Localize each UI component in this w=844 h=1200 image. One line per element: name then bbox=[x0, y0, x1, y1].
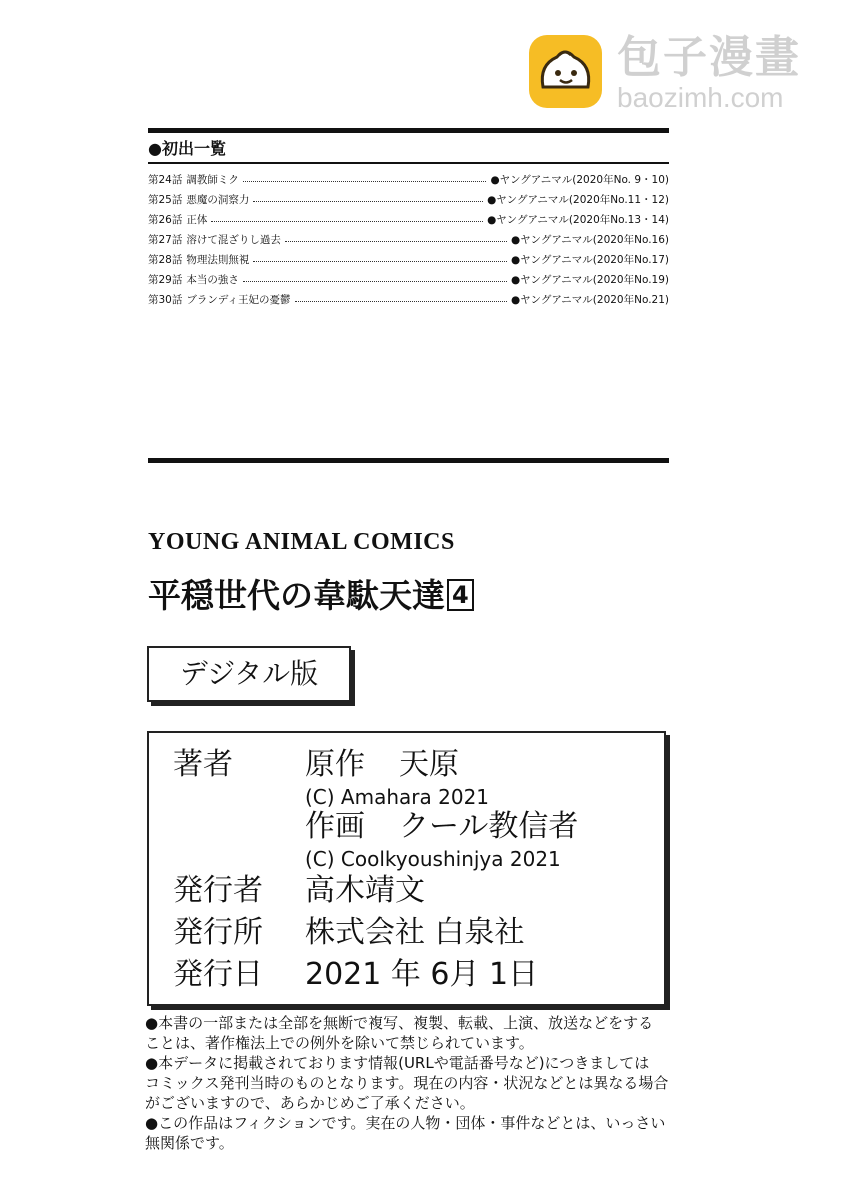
logo-title: 包子漫畫 bbox=[617, 32, 801, 83]
toc-source: ●ヤングアニマル(2020年No.17) bbox=[510, 254, 669, 266]
publisher-label: 発行者 bbox=[173, 873, 263, 908]
toc-title: ●初出一覧 bbox=[148, 139, 226, 158]
note-line: コミックス発刊当時のものとなります。現在の内容・状況などとは異なる場合 bbox=[145, 1074, 669, 1092]
note-line: ●本データに掲載されております情報(URLや電話番号など)につきましては bbox=[145, 1054, 650, 1072]
toc-leader bbox=[253, 201, 483, 202]
original-copyright: (C) Amahara 2021 bbox=[305, 785, 490, 809]
toc-row bbox=[148, 270, 669, 290]
toc-leader bbox=[253, 261, 507, 262]
original-name: 天原 bbox=[399, 747, 459, 782]
toc-source: ●ヤングアニマル(2020年No.11・12) bbox=[487, 194, 669, 206]
toc-chapter-number: 第28話 bbox=[148, 254, 183, 266]
art-label: 作画 bbox=[305, 809, 365, 844]
house-label: 発行所 bbox=[173, 915, 263, 950]
toc-title-rule bbox=[148, 162, 669, 164]
toc-row bbox=[148, 190, 669, 210]
toc-chapter-title: 悪魔の洞察力 bbox=[186, 194, 250, 206]
note-line: 無関係です。 bbox=[145, 1134, 234, 1152]
toc-source: ●ヤングアニマル(2020年No. 9・10) bbox=[490, 174, 669, 186]
toc-chapter-number: 第29話 bbox=[148, 274, 183, 286]
toc-chapter-number: 第27話 bbox=[148, 234, 183, 246]
publisher-name: 高木靖文 bbox=[305, 873, 425, 908]
series-name: YOUNG ANIMAL COMICS bbox=[148, 529, 455, 555]
toc-row bbox=[148, 290, 669, 310]
toc-chapter-title: 物理法則無視 bbox=[186, 254, 250, 266]
note-line: ●この作品はフィクションです。実在の人物・団体・事件などとは、いっさい bbox=[145, 1114, 666, 1132]
toc-row bbox=[148, 230, 669, 250]
toc-source: ●ヤングアニマル(2020年No.21) bbox=[510, 294, 669, 306]
house-name: 株式会社 白泉社 bbox=[305, 915, 525, 950]
original-credit bbox=[305, 747, 459, 783]
toc-leader bbox=[285, 241, 507, 242]
toc-row bbox=[148, 250, 669, 270]
toc-source: ●ヤングアニマル(2020年No.16) bbox=[510, 234, 669, 246]
toc-leader bbox=[295, 301, 507, 302]
toc-row bbox=[148, 210, 669, 230]
site-logo bbox=[529, 33, 819, 113]
toc-chapter-title: 溶けて混ざりし過去 bbox=[186, 234, 281, 246]
date-value: 2021 年 6月 1日 bbox=[305, 957, 539, 992]
top-rule bbox=[148, 128, 669, 133]
toc-chapter-number: 第24話 bbox=[148, 174, 183, 186]
toc-chapter-title: 正体 bbox=[186, 214, 208, 226]
toc-row bbox=[148, 170, 669, 190]
bun-mascot-icon bbox=[529, 35, 602, 108]
edition-label: デジタル版 bbox=[179, 657, 319, 690]
toc-leader bbox=[211, 221, 483, 222]
toc-chapter-number: 第30話 bbox=[148, 294, 183, 306]
author-label: 著者 bbox=[173, 747, 233, 782]
book-title bbox=[148, 576, 474, 616]
colophon-rule bbox=[148, 458, 669, 463]
toc-source: ●ヤングアニマル(2020年No.19) bbox=[510, 274, 669, 286]
note-line: がございますので、あらかじめご了承ください。 bbox=[145, 1094, 475, 1112]
toc-chapter-title: ブランディ王妃の憂鬱 bbox=[186, 294, 291, 306]
toc-chapter-title: 調教師ミク bbox=[186, 174, 239, 186]
art-copyright: (C) Coolkyoushinjya 2021 bbox=[305, 847, 561, 871]
toc-source: ●ヤングアニマル(2020年No.13・14) bbox=[487, 214, 669, 226]
edition-box bbox=[147, 646, 351, 702]
credits-box bbox=[147, 731, 666, 1006]
toc-leader bbox=[243, 281, 507, 282]
toc-list bbox=[148, 170, 669, 310]
note-line: ことは、著作権法上での例外を除いて禁じられています。 bbox=[145, 1034, 534, 1052]
art-name: クール教信者 bbox=[399, 809, 579, 844]
toc-chapter-title: 本当の強さ bbox=[186, 274, 239, 286]
legal-notes bbox=[145, 1013, 705, 1153]
toc-leader bbox=[243, 181, 487, 182]
book-title-text: 平穏世代の韋駄天達 bbox=[148, 576, 445, 615]
art-credit bbox=[305, 809, 578, 845]
toc-chapter-number: 第25話 bbox=[148, 194, 183, 206]
volume-number: 4 bbox=[447, 579, 474, 611]
logo-url: baozimh.com bbox=[617, 82, 784, 113]
note-line: ●本書の一部または全部を無断で複写、複製、転載、上演、放送などをする bbox=[145, 1014, 654, 1032]
date-label: 発行日 bbox=[173, 957, 263, 992]
original-label: 原作 bbox=[305, 747, 365, 782]
toc-chapter-number: 第26話 bbox=[148, 214, 183, 226]
